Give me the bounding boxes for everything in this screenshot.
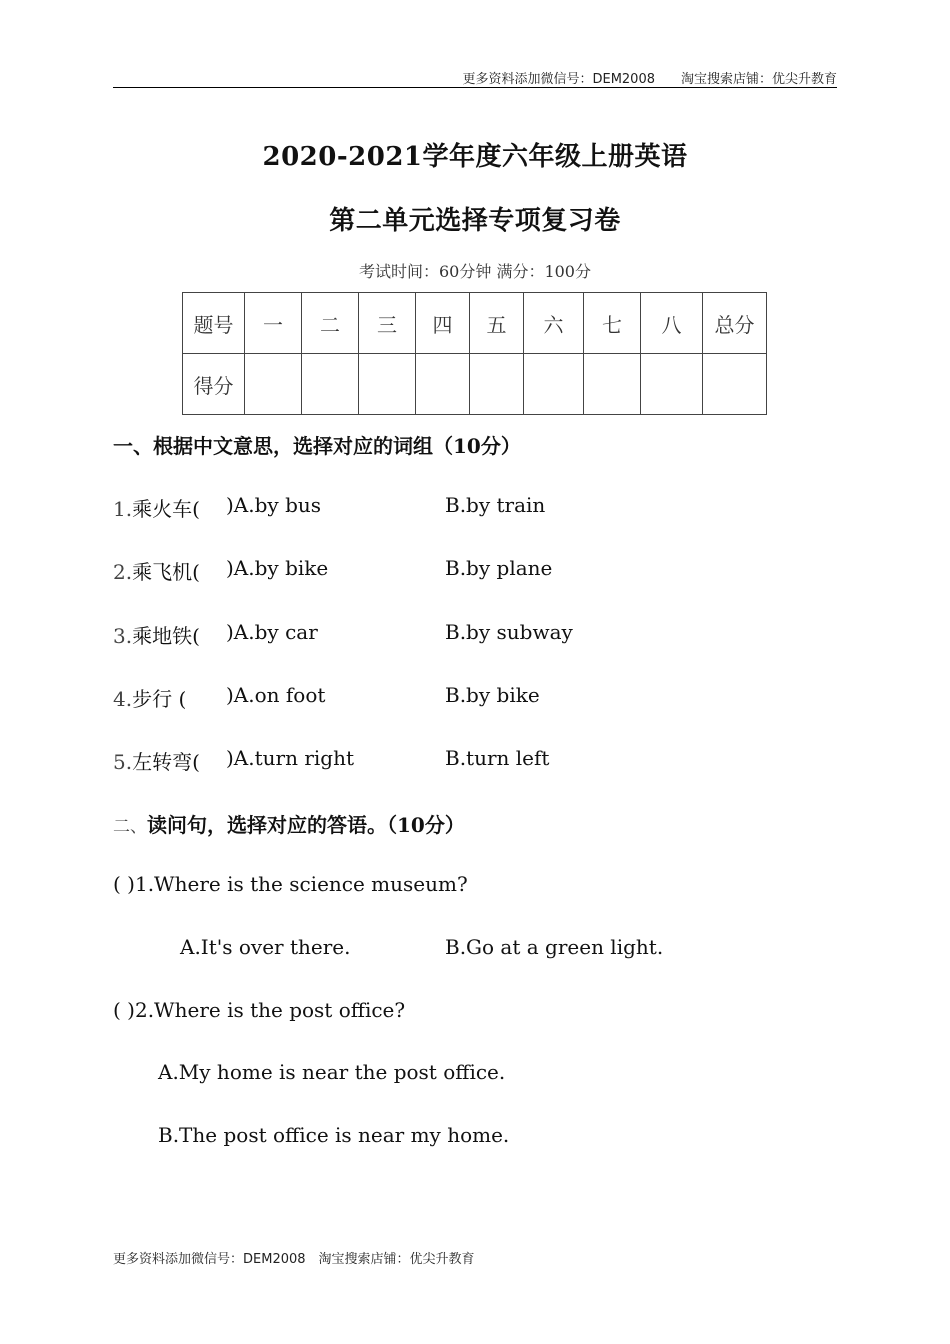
score-table: [182, 292, 767, 415]
score-cell[interactable]: [416, 354, 470, 415]
score-cell[interactable]: [302, 354, 359, 415]
score-header-cell: 七: [584, 293, 641, 354]
section1-item: [113, 746, 200, 775]
item-prompt: 乘火车(: [132, 497, 200, 521]
score-cell[interactable]: [584, 354, 641, 415]
page-title: 2020-2021学年度六年级上册英语: [262, 142, 688, 172]
option-b: B.by bike: [445, 683, 540, 707]
item-prompt: 乘飞机(: [132, 560, 200, 584]
option-b: B.by subway: [445, 620, 573, 644]
score-header-cell: 二: [302, 293, 359, 354]
q1-option-b: B.Go at a green light.: [445, 935, 664, 959]
item-number: 2.: [113, 560, 133, 584]
item-prompt: 左转弯(: [132, 750, 200, 774]
score-cell[interactable]: [641, 354, 703, 415]
option-a: )A.by bus: [226, 493, 322, 517]
page-subtitle: 第二单元选择专项复习卷: [329, 206, 621, 236]
section2-heading: [113, 809, 465, 838]
score-header-cell: 八: [641, 293, 703, 354]
section1-heading: 一、根据中文意思，选择对应的词组（10分）: [113, 434, 521, 458]
score-cell[interactable]: [524, 354, 584, 415]
score-cell[interactable]: [245, 354, 302, 415]
option-b: B.by train: [445, 493, 546, 517]
page-header: 更多资料添加微信号：DEM2008 淘宝搜索店铺：优尖升教育: [462, 72, 837, 87]
item-prompt: 乘地铁(: [132, 624, 200, 648]
score-header-cell: 总分: [703, 293, 767, 354]
section1-item: [113, 683, 186, 712]
q1-option-a: A.It's over there.: [180, 935, 351, 959]
header-rule: [113, 87, 837, 88]
q2-option-a: A.My home is near the post office.: [158, 1060, 506, 1084]
q2-option-b: B.The post office is near my home.: [158, 1123, 510, 1147]
option-b: B.by plane: [445, 556, 553, 580]
score-header-cell: 六: [524, 293, 584, 354]
option-b: B.turn left: [445, 746, 550, 770]
option-a: )A.turn right: [226, 746, 354, 770]
section2-heading-prefix: 二、: [113, 817, 147, 837]
item-number: 5.: [113, 750, 133, 774]
score-table-score-row: [183, 354, 767, 415]
section2-question-2: ( )2.Where is the post office?: [113, 998, 406, 1022]
score-cell[interactable]: [359, 354, 416, 415]
section1-item: [113, 493, 200, 522]
section1-item: [113, 556, 200, 585]
option-a: )A.on foot: [226, 683, 326, 707]
option-a: )A.by bike: [226, 556, 329, 580]
page-footer: 更多资料添加微信号：DEM2008 淘宝搜索店铺：优尖升教育: [113, 1252, 475, 1267]
item-number: 4.: [113, 687, 133, 711]
item-prompt: 步行 (: [132, 687, 187, 711]
exam-info: 考试时间：60分钟 满分：100分: [359, 262, 591, 281]
score-row-label: 得分: [183, 354, 245, 415]
score-header-cell: 一: [245, 293, 302, 354]
score-cell[interactable]: [703, 354, 767, 415]
item-number: 3.: [113, 624, 133, 648]
item-number: 1.: [113, 497, 133, 521]
score-header-cell: 四: [416, 293, 470, 354]
score-cell[interactable]: [470, 354, 524, 415]
score-table-header-row: [183, 293, 767, 354]
option-a: )A.by car: [226, 620, 318, 644]
score-header-cell: 题号: [183, 293, 245, 354]
score-header-cell: 三: [359, 293, 416, 354]
score-header-cell: 五: [470, 293, 524, 354]
section1-item: [113, 620, 200, 649]
section2-question-1: ( )1.Where is the science museum?: [113, 872, 468, 896]
section2-heading-text: 读问句，选择对应的答语。（10分）: [147, 813, 465, 837]
